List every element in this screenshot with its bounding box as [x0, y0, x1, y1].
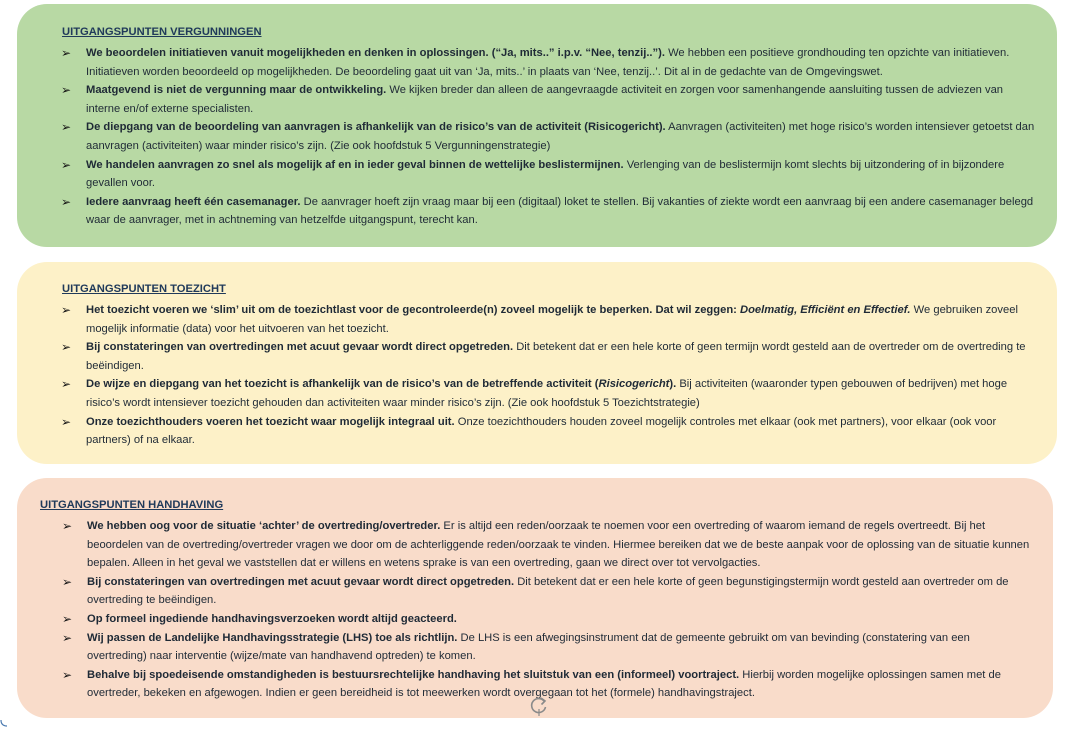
item-text: Dit betekent dat er een hele korte of geen termijn wordt gesteld aan de overtreder om de overtreding te beëindigen. [86, 341, 1026, 372]
item-text: We gebruiken zoveel mogelijk informatie (data) voor het uitvoeren van het toezicht. [86, 304, 1018, 335]
list-item [62, 629, 1031, 666]
arrow-bullet-icon: ➢ [62, 611, 73, 626]
vergunningen-list [61, 44, 1035, 230]
item-bold-text: De diepgang van de beoordeling van aanvragen is afhankelijk van de risico’s van de activiteit (Risicogericht). [86, 121, 666, 134]
list-item [62, 573, 1031, 610]
item-bold-text: We handelen aanvragen zo snel als mogelijk af en in ieder geval binnen de wettelijke beslistermijnen. [86, 158, 624, 171]
vergunningen-panel [17, 4, 1057, 247]
item-bold-text: Op formeel ingediende handhavingsverzoeken wordt altijd geacteerd. [87, 612, 457, 625]
list-item [61, 44, 1035, 81]
item-text: De LHS is een afwegingsinstrument dat de gemeente gebruikt om van bevinding (constatering van een overtreding) naar interventie (wijze/mate van handhavend optreden) te komen. [87, 631, 970, 663]
list-item [61, 338, 1035, 375]
toezicht-heading: UITGANGSPUNTEN TOEZICHT [62, 283, 226, 295]
toezicht-panel [17, 262, 1057, 464]
list-item [62, 517, 1031, 573]
handhaving-panel [17, 478, 1053, 718]
item-bold-italic-text: Risicogericht [598, 378, 670, 391]
selection-handle-icon[interactable] [0, 714, 8, 722]
item-bold-italic-text: Doelmatig, Efficiënt en Effectief. [740, 304, 911, 316]
item-bold-text: Iedere aanvraag heeft één casemanager. [86, 195, 301, 208]
toezicht-list [61, 301, 1035, 450]
item-bold-text: ). [669, 378, 677, 391]
item-bold-text: Het toezicht voeren we ‘slim’ uit om de toezichtlast voor de gecontroleerde(n) zoveel mogelijk te beperken. Dat wil zeggen: [86, 304, 740, 316]
item-text: Aanvragen (activiteiten) met hoge risico’s worden intensiever getoetst dan aanvragen (activiteiten) waar minder risico’s zijn. (Zie ook hoofdstuk 5 Vergunningenstrategie) [86, 121, 1035, 152]
arrow-bullet-icon: ➢ [62, 667, 73, 682]
handhaving-list [39, 517, 1031, 703]
list-item [61, 301, 1035, 338]
item-bold-text: Wij passen de Landelijke Handhavingsstrategie (LHS) toe als richtlijn. [87, 631, 458, 644]
arrow-bullet-icon: ➢ [61, 157, 72, 172]
item-bold-text: We hebben oog voor de situatie ‘achter’ de overtreding/overtreder. [87, 520, 441, 532]
item-bold-text: We beoordelen initiatieven vanuit mogelijkheden en denken in oplossingen. (“Ja, mits..” i.p.v. “Nee, tenzij..”). [86, 47, 665, 59]
item-text: Hierbij worden mogelijke oplossingen samen met de overtreder, bekeken en afgewogen. Indien er geen bereidheid is tot meewerken wordt overgegaan tot het (formele) handhavingstraject. [87, 668, 1001, 700]
item-bold-text: Behalve bij spoedeisende omstandigheden is bestuursrechtelijke handhaving het sluitstuk van een (informeel) voortraject. [87, 668, 740, 681]
item-bold-text: Onze toezichthouders voeren het toezicht waar mogelijk integraal uit. [86, 415, 455, 428]
vergunningen-heading: UITGANGSPUNTEN VERGUNNINGEN [62, 26, 262, 38]
rotate-handle-icon[interactable] [528, 695, 550, 717]
arrow-bullet-icon: ➢ [62, 574, 73, 589]
item-text: We kijken breder dan alleen de aangevraagde activiteit en zorgen voor samenhangende aansluiting tussen de adviezen van interne en/of externe specialisten. [86, 84, 1004, 115]
list-item [62, 610, 1031, 629]
item-bold-text: Bij constateringen van overtredingen met acuut gevaar wordt direct opgetreden. [86, 341, 514, 354]
arrow-bullet-icon: ➢ [62, 519, 73, 533]
item-text: Bij activiteiten (waaronder typen gebouwen of bedrijven) met hoge risico’s wordt intensiever toezicht gehouden dan activiteiten waar minder risico’s zijn. (Zie ook hoofdstuk 5 Toezichtstrategie) [86, 378, 1008, 409]
arrow-bullet-icon: ➢ [61, 414, 72, 429]
arrow-bullet-icon: ➢ [61, 46, 72, 60]
list-item [61, 375, 1035, 412]
arrow-bullet-icon: ➢ [61, 377, 72, 392]
arrow-bullet-icon: ➢ [61, 120, 72, 135]
list-item [61, 81, 1035, 118]
list-item [61, 413, 1035, 450]
list-item [61, 193, 1035, 230]
arrow-bullet-icon: ➢ [61, 340, 72, 355]
item-text: Dit betekent dat er een hele korte of geen begunstigingstermijn wordt gesteld aan overtreder om de overtreding te beëindigen. [87, 575, 1009, 607]
item-text: De aanvrager hoeft zijn vraag maar bij een (digitaal) loket te stellen. Bij vakanties of ziekte wordt een aanvraag bij een andere casemanager belegd waar de aanvrager, met in achtneming van hetzelfde uitgangspunt, terecht kan. [86, 195, 1034, 227]
arrow-bullet-icon: ➢ [61, 83, 72, 98]
list-item [61, 156, 1035, 193]
item-text: Verlenging van de beslistermijn komt slechts bij uitzondering of in bijzondere gevallen voor. [86, 158, 1005, 190]
item-text: Onze toezichthouders houden zoveel mogelijk controles met elkaar (ook met partners), voor elkaar (ook voor partners) of na elkaar. [86, 415, 997, 447]
arrow-bullet-icon: ➢ [61, 303, 72, 317]
item-text: Er is altijd een reden/oorzaak te noemen voor een overtreding of waarom iemand de regels overtreedt. Bij het beoordelen van de overtreding/overtreder vragen we door om de achterliggende reden/oorzaak te vinden. Hiermee bereiken dat we de beste aanpak voor de oplossing van de situatie kunnen bepalen. Alleen in het geval we vaststellen dat er willens en wetens sprake is van een overtreding, gaan we direct over tot vervolgacties. [87, 520, 1030, 570]
list-item [61, 118, 1035, 155]
handhaving-heading: UITGANGSPUNTEN HANDHAVING [40, 499, 224, 511]
item-bold-text: De wijze en diepgang van het toezicht is afhankelijk van de risico’s van de betreffende activiteit ( [86, 378, 599, 391]
item-bold-text: Bij constateringen van overtredingen met acuut gevaar wordt direct opgetreden. [87, 575, 515, 588]
item-bold-text: Maatgevend is niet de vergunning maar de ontwikkeling. [86, 84, 387, 97]
item-text: We hebben een positieve grondhouding ten opzichte van initiatieven. Initiatieven worden beoordeeld op mogelijkheden. De beoordeling gaat uit van ‘Ja, mits..’ in plaats van ‘Nee, tenzij..’. Dit al in de gedachte van de Omgevingswet. [86, 47, 1010, 78]
arrow-bullet-icon: ➢ [61, 194, 72, 209]
arrow-bullet-icon: ➢ [62, 630, 73, 645]
